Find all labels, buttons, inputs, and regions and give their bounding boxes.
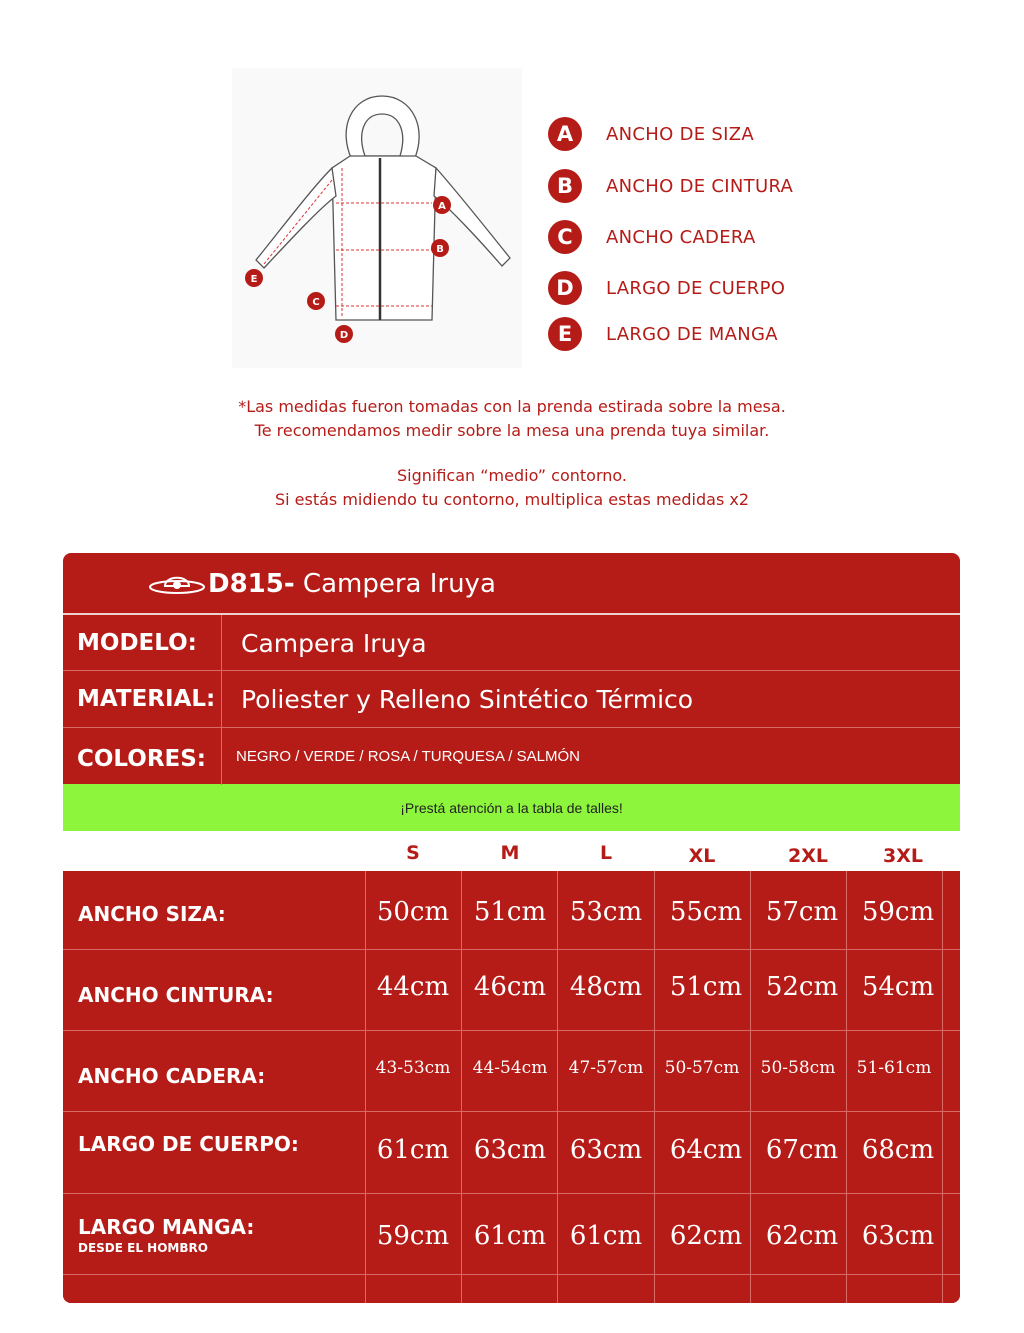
cell-siza-l: 53cm xyxy=(569,897,643,927)
cell-cuerpo-s: 61cm xyxy=(376,1135,450,1165)
cell-siza-2xl: 57cm xyxy=(765,897,839,927)
legend-item-a xyxy=(548,116,754,152)
cell-cadera-l: 47-57cm xyxy=(568,1058,644,1078)
cell-siza-s: 50cm xyxy=(376,897,450,927)
modelo-value: Campera Iruya xyxy=(241,629,427,658)
legend-item-e xyxy=(548,316,778,352)
divider xyxy=(63,727,960,728)
legend-label: ANCHO DE CINTURA xyxy=(606,175,794,197)
legend-label: LARGO DE CUERPO xyxy=(606,277,786,299)
size-header-3xl: 3XL xyxy=(883,845,923,867)
row-divider xyxy=(63,949,960,950)
cell-manga-s: 59cm xyxy=(376,1221,450,1251)
cell-cadera-xl: 50-57cm xyxy=(664,1058,740,1078)
cell-cintura-xl: 51cm xyxy=(669,972,743,1002)
svg-text:E: E xyxy=(250,274,258,285)
cell-cintura-2xl: 52cm xyxy=(765,972,839,1002)
cell-cadera-2xl: 50-58cm xyxy=(760,1058,836,1078)
cell-cintura-m: 46cm xyxy=(473,972,547,1002)
size-header-m: M xyxy=(500,842,520,864)
material-label: MATERIAL: xyxy=(77,686,216,712)
size-table-card xyxy=(63,553,960,1303)
legend-item-c xyxy=(548,219,756,255)
cell-cadera-m: 44-54cm xyxy=(472,1058,548,1078)
modelo-label: MODELO: xyxy=(77,630,197,656)
cell-cadera-3xl: 51-61cm xyxy=(856,1058,932,1078)
product-code: D815- xyxy=(208,569,295,599)
cell-manga-m: 61cm xyxy=(473,1221,547,1251)
row-divider xyxy=(63,1030,960,1031)
cell-manga-l: 61cm xyxy=(569,1221,643,1251)
legend-item-b xyxy=(548,168,793,204)
size-header-l: L xyxy=(599,842,613,864)
cell-manga-xl: 62cm xyxy=(669,1221,743,1251)
note-line-4: Si estás midiendo tu contorno, multiplica estas medidas x2 xyxy=(274,490,750,509)
colores-label: COLORES: xyxy=(77,746,207,772)
legend-badge: A xyxy=(548,117,582,151)
cell-manga-3xl: 63cm xyxy=(861,1221,935,1251)
cell-cuerpo-xl: 64cm xyxy=(669,1135,743,1165)
cell-cuerpo-m: 63cm xyxy=(473,1135,547,1165)
svg-text:C: C xyxy=(312,297,320,308)
row-label-ancho-cintura: ANCHO CINTURA: xyxy=(78,983,274,1007)
cell-manga-2xl: 62cm xyxy=(765,1221,839,1251)
row-label-largo-cuerpo: LARGO DE CUERPO: xyxy=(78,1132,299,1156)
legend-badge: C xyxy=(548,220,582,254)
size-header-s: S xyxy=(406,842,420,864)
divider xyxy=(63,670,960,671)
notice-text: ¡Prestá atención a la tabla de talles! xyxy=(400,800,623,816)
row-divider xyxy=(63,1111,960,1112)
legend-badge: D xyxy=(548,271,582,305)
product-name: Campera Iruya xyxy=(302,569,496,599)
legend-badge: E xyxy=(548,317,582,351)
divider xyxy=(63,613,960,615)
row-divider xyxy=(63,1193,960,1194)
cell-siza-3xl: 59cm xyxy=(861,897,935,927)
divider xyxy=(221,615,222,785)
legend-item-d xyxy=(548,270,785,306)
size-header-xl: XL xyxy=(688,845,716,867)
cell-cintura-3xl: 54cm xyxy=(861,972,935,1002)
cell-siza-m: 51cm xyxy=(473,897,547,927)
svg-text:D: D xyxy=(339,330,349,341)
jacket-diagram xyxy=(232,68,522,368)
cell-cintura-l: 48cm xyxy=(569,972,643,1002)
svg-text:A: A xyxy=(438,201,446,212)
colores-value: NEGRO / VERDE / ROSA / TURQUESA / SALMÓN xyxy=(236,748,580,765)
cell-cadera-s: 43-53cm xyxy=(375,1058,451,1078)
legend-badge: B xyxy=(548,169,582,203)
hat-logo-icon xyxy=(149,567,205,597)
cell-cintura-s: 44cm xyxy=(376,972,450,1002)
legend-label: ANCHO DE SIZA xyxy=(606,123,755,145)
row-label-largo-manga: LARGO MANGA: xyxy=(78,1215,255,1239)
material-value: Poliester y Relleno Sintético Térmico xyxy=(241,685,694,714)
row-label-ancho-siza: ANCHO SIZA: xyxy=(78,902,226,926)
legend-label: ANCHO CADERA xyxy=(606,226,756,248)
cell-siza-xl: 55cm xyxy=(669,897,743,927)
note-line-1: *Las medidas fueron tomadas con la prenda estirada sobre la mesa. xyxy=(238,397,786,416)
legend-label: LARGO DE MANGA xyxy=(606,323,778,345)
product-title xyxy=(208,569,496,599)
cell-cuerpo-3xl: 68cm xyxy=(861,1135,935,1165)
cell-cuerpo-2xl: 67cm xyxy=(765,1135,839,1165)
note-line-2: Te recomendamos medir sobre la mesa una prenda tuya similar. xyxy=(254,421,770,440)
note-line-3: Significan “medio” contorno. xyxy=(397,466,627,485)
jacket-outline xyxy=(232,68,522,368)
row-sublabel-desde-hombro: DESDE EL HOMBRO xyxy=(78,1241,208,1255)
row-label-ancho-cadera: ANCHO CADERA: xyxy=(78,1064,266,1088)
notice-banner xyxy=(63,784,960,831)
svg-text:B: B xyxy=(436,244,444,255)
cell-cuerpo-l: 63cm xyxy=(569,1135,643,1165)
row-divider xyxy=(63,1274,960,1275)
size-header-2xl: 2XL xyxy=(788,845,828,867)
